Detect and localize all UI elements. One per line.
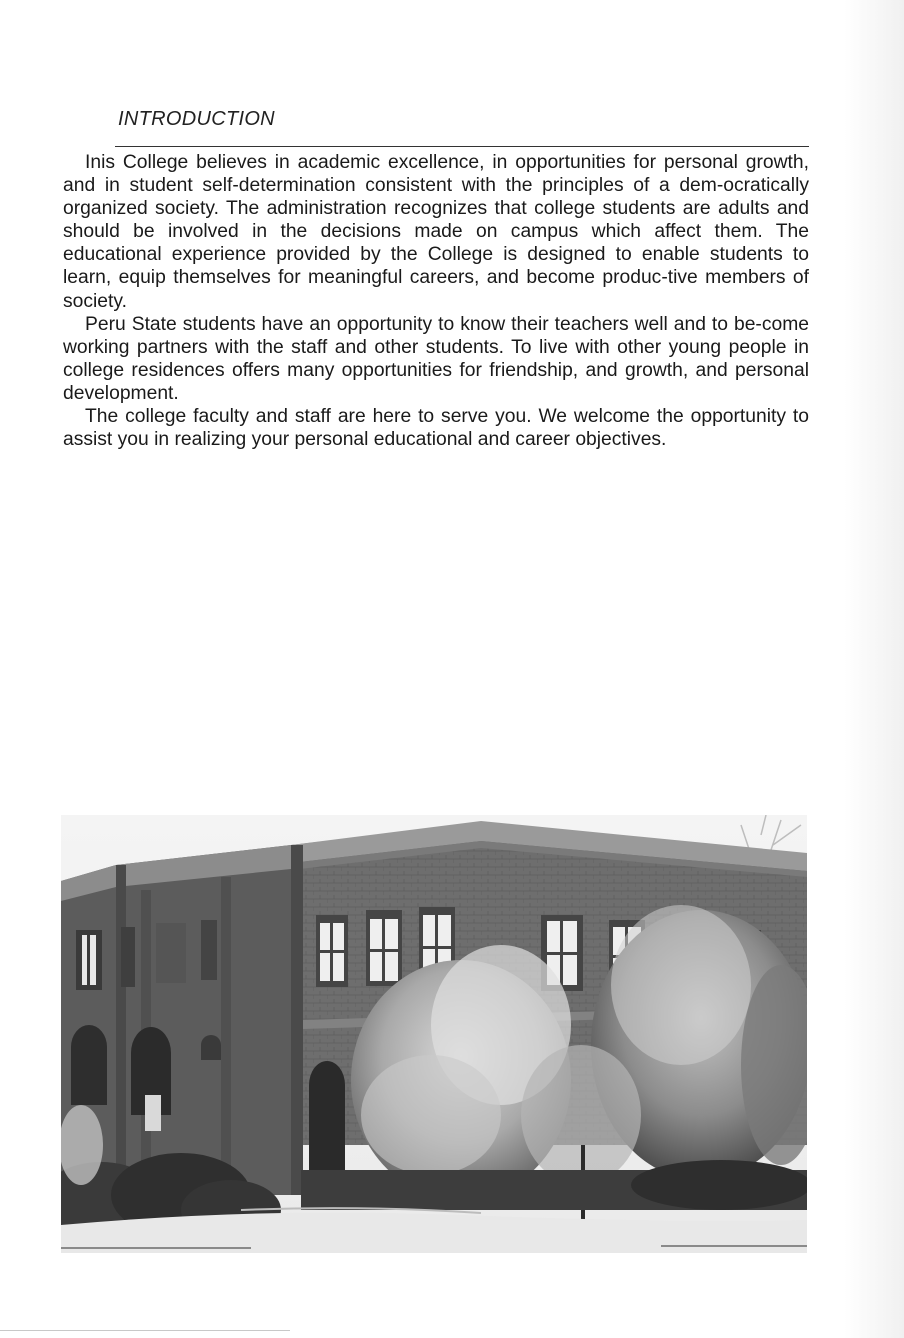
- header-divider: [115, 146, 809, 147]
- body-text: [63, 151, 809, 451]
- campus-building-photo: [61, 815, 807, 1253]
- section-title: INTRODUCTION: [118, 108, 275, 130]
- paragraph-3: The college faculty and staff are here to serve you. We welcome the opportunity to assist you in realizing your personal educational and career objectives.: [63, 406, 809, 451]
- page-bottom-edge: [0, 1330, 290, 1331]
- page-edge-shadow: [844, 0, 904, 1338]
- paragraph-2: Peru State students have an opportunity to know their teachers well and to be-come working partners with the staff and other students. To live with other young people in college residences offers many opportunities for friendship, and growth, and personal development.: [63, 313, 809, 404]
- paragraph-1: Inis College believes in academic excellence, in opportunities for personal growth, and in student self-determination consistent with the principles of a dem-ocratically organized society. The administration recognizes that college students are adults and should be involved in the decisions made on campus which affect them. The educational experience provided by the College is designed to enable students to learn, equip themselves for meaningful careers, and become produc-tive members of society.: [63, 152, 809, 312]
- building-photo-illustration: [61, 815, 807, 1253]
